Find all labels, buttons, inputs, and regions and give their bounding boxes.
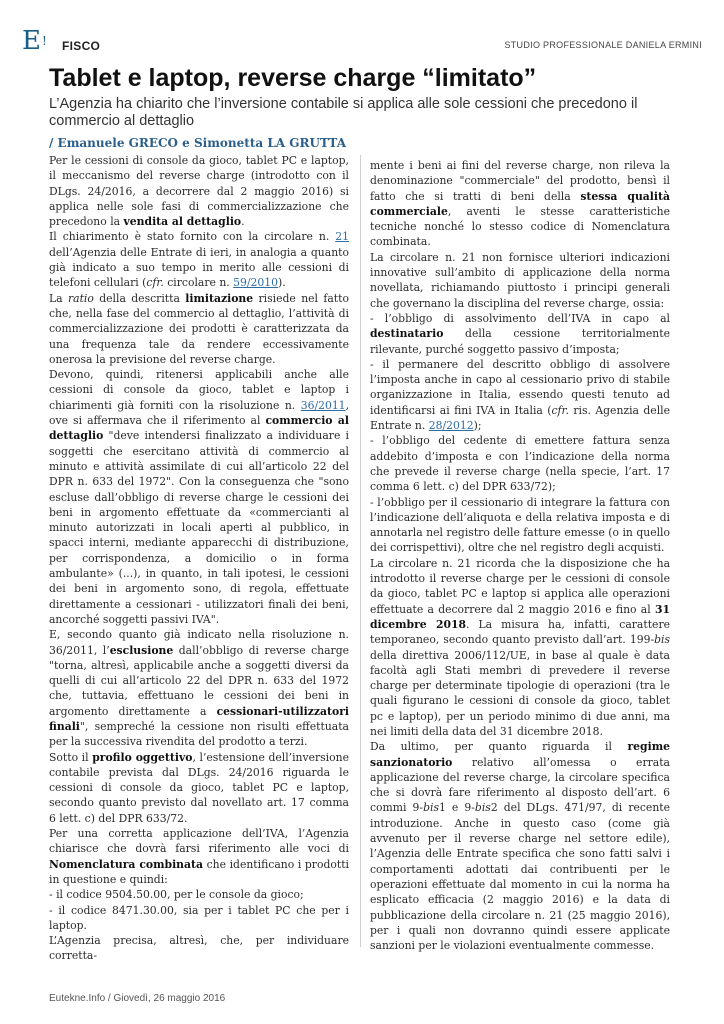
paragraph: Sotto il profilo oggettivo, l’estensione dell’inversione contabile prevista dal DLgs. 24/2016 riguarda le cessioni di console da gioco, tablet PC e laptop, secondo quanto previsto dal novellato art. 17 comma 6 lett. c) del DPR 633/72. [49,750,349,825]
article-column-left [49,153,350,963]
list-item: - l’obbligo per il cessionario di integrare la fattura con l’indicazione dell’aliquota e della relativa imposta e di annotarla nel registro delle fatture emesse (o in quello dei corrispettivi), oltre che nel registro degli acquisti. [370,495,670,555]
list-item: - il permanere del descritto obbligo di assolvere l’imposta anche in capo al cessionario privo di stabile organizzazione in Italia, essendo questi tenuto ad identificarsi ai fini IVA in Italia (cfr. ris. Agenzia delle Entrate n. 28/2012); [370,357,670,433]
article-column-right [370,158,670,958]
paragraph: Devono, quindi, ritenersi applicabili anche alle cessioni di console da gioco, tablet e laptop i chiarimenti già forniti con la risoluzione n. 36/2011, ove si affermava che il riferimento al commercio al dettaglio "deve intendersi finalizzato a individuare i soggetti che esercitano attività di commercio al minuto e attività assimilate di cui all’articolo 22 del DPR n. 633 del 1972". Con la conseguenza che "sono escluse dall’obbligo di reverse charge le cessioni dei beni in argomento effettuate da «commercianti al minuto autorizzati in locali aperti al pubblico, in spacci interni, mediante apparecchi di distribuzione, per corrispondenza, a domicilio o in forma ambulante» (...), in quanto, in tali ipotesi, le cessioni dei beni in argomento sono, di regola, effettuate direttamente a cessionari - utilizzatori finali dei beni, ancorché soggetti passivi IVA". [49,368,349,626]
studio-name: STUDIO PROFESSIONALE DANIELA ERMINI [504,40,702,50]
link-circolare-21[interactable]: 21 [335,230,349,244]
column-divider [360,155,361,947]
article-authors: / Emanuele GRECO e Simonetta LA GRUTTA [49,136,347,150]
paragraph: Per le cessioni di console da gioco, tablet PC e laptop, il meccanismo del reverse charge (introdotto con il DLgs. 24/2016, a decorrere dal 2 maggio 2016) si applica nelle sole fasi di commercializzazione che precedono la vendita al dettaglio. [49,154,349,229]
paragraph: L’Agenzia precisa, altresì, che, per individuare corretta- [49,934,349,963]
list-item: - l’obbligo di assolvimento dell’IVA in capo al destinatario della cessione territorialmente rilevante, purché soggetto passivo d’imposta; [370,311,670,356]
paragraph: La circolare n. 21 ricorda che la disposizione che ha introdotto il reverse charge per le cessioni di console da gioco, tablet PC e laptop si applica alle operazioni effettuate a decorrere dal 2 maggio 2016 e fino al 31 dicembre 2018. La misura ha, infatti, carattere temporaneo, secondo quanto previsto dall’art. 199-bis della direttiva 2006/112/UE, in base al quale è data facoltà agli Stati membri di prevedere il reverse charge per determinate tipologie di operazioni (tra le quali figurano le cessioni di console da gioco, tablet pc e laptop), per un periodo minimo di due anni, ma nei limiti della data del 31 dicembre 2018. [370,556,670,738]
eutekne-logo: E! [22,26,47,56]
link-risoluzione-28-2012[interactable]: 28/2012 [428,419,474,433]
list-item: - il codice 9504.50.00, per le console da gioco; [49,888,304,902]
link-risoluzione-36-2011[interactable]: 36/2011 [300,398,346,412]
paragraph: La circolare n. 21 non fornisce ulteriori indicazioni innovative sull’ambito di applicazione della norma novellata, richiamando piuttosto i principi generali che governano la disciplina del reverse charge, ossia: [370,250,670,310]
article-title: Tablet e laptop, reverse charge “limitato” [49,64,537,92]
link-circolare-59-2010[interactable]: 59/2010 [233,276,279,290]
list-item: - il codice 8471.30.00, sia per i tablet PC che per i laptop. [49,903,349,932]
paragraph: La ratio della descritta limitazione risiede nel fatto che, nella fase del commercio al dettaglio, l’attività di commercializzazione dei prodotti è caratterizzata da una frequenza tale da rendere eccessivamente onerosa la previsione del reverse charge. [49,291,349,366]
section-label: FISCO [62,39,101,53]
paragraph: mente i beni ai fini del reverse charge, non rileva la denominazione "commerciale" del prodotto, bensì il fatto che si tratti di beni della stessa qualità commerciale, aventi le stesse caratteristiche tecniche nonché lo stesso codice di Nomenclatura combinata. [370,159,670,249]
paragraph: Il chiarimento è stato fornito con la circolare n. 21 dell’Agenzia delle Entrate di ieri, in analogia a quanto già indicato a suo tempo in merito alle cessioni di telefoni cellulari (cfr. circolare n. 59/2010). [49,230,349,290]
paragraph: Per una corretta applicazione dell’IVA, l’Agenzia chiarisce che dovrà farsi riferimento alle voci di Nomenclatura combinata che identificano i prodotti in questione e quindi: [49,827,349,886]
header-bar [22,26,702,56]
article-subtitle: L’Agenzia ha chiarito che l’inversione contabile si applica alle sole cessioni che precedono il commercio al dettaglio [49,96,638,129]
paragraph: Da ultimo, per quanto riguarda il regime sanzionatorio relativo all’omessa o errata applicazione del reverse charge, la circolare specifica che si dovrà fare riferimento al disposto dell’art. 6 commi 9-bis1 e 9-bis2 del DLgs. 471/97, di recente introduzione. Anche in questo caso (come già avvenuto per il reverse charge nel settore edile), l’Agenzia delle Entrate specifica che sono fatti salvi i comportamenti adottati dai contribuenti per le operazioni effettuate dal momento in cui la norma ha esplicato efficacia (2 maggio 2016) e la data di pubblicazione della circolare n. 21 (25 maggio 2016), per i quali non dovranno quindi essere applicate sanzioni per le violazioni eventualmente commesse. [370,740,670,953]
page-footer: Eutekne.Info / Giovedì, 26 maggio 2016 [49,993,226,1004]
list-item: - l’obbligo del cedente di emettere fattura senza addebito d’imposta e con l’indicazione della norma che prevede il reverse charge (nella specie, l’art. 17 comma 6 lett. c) del DPR 633/72); [370,434,670,494]
paragraph: E, secondo quanto già indicato nella risoluzione n. 36/2011, l’esclusione dall’obbligo di reverse charge "torna, altresì, applicabile anche a soggetti diversi da quelli di cui all’articolo 22 del DPR n. 633 del 1972 che, tuttavia, effettuano le cessioni dei beni in argomento direttamente a cessionari-utilizzatori finali", sempreché la cessione non risulti effettuata per la successiva rivendita del prodotto a terzi. [49,628,350,749]
